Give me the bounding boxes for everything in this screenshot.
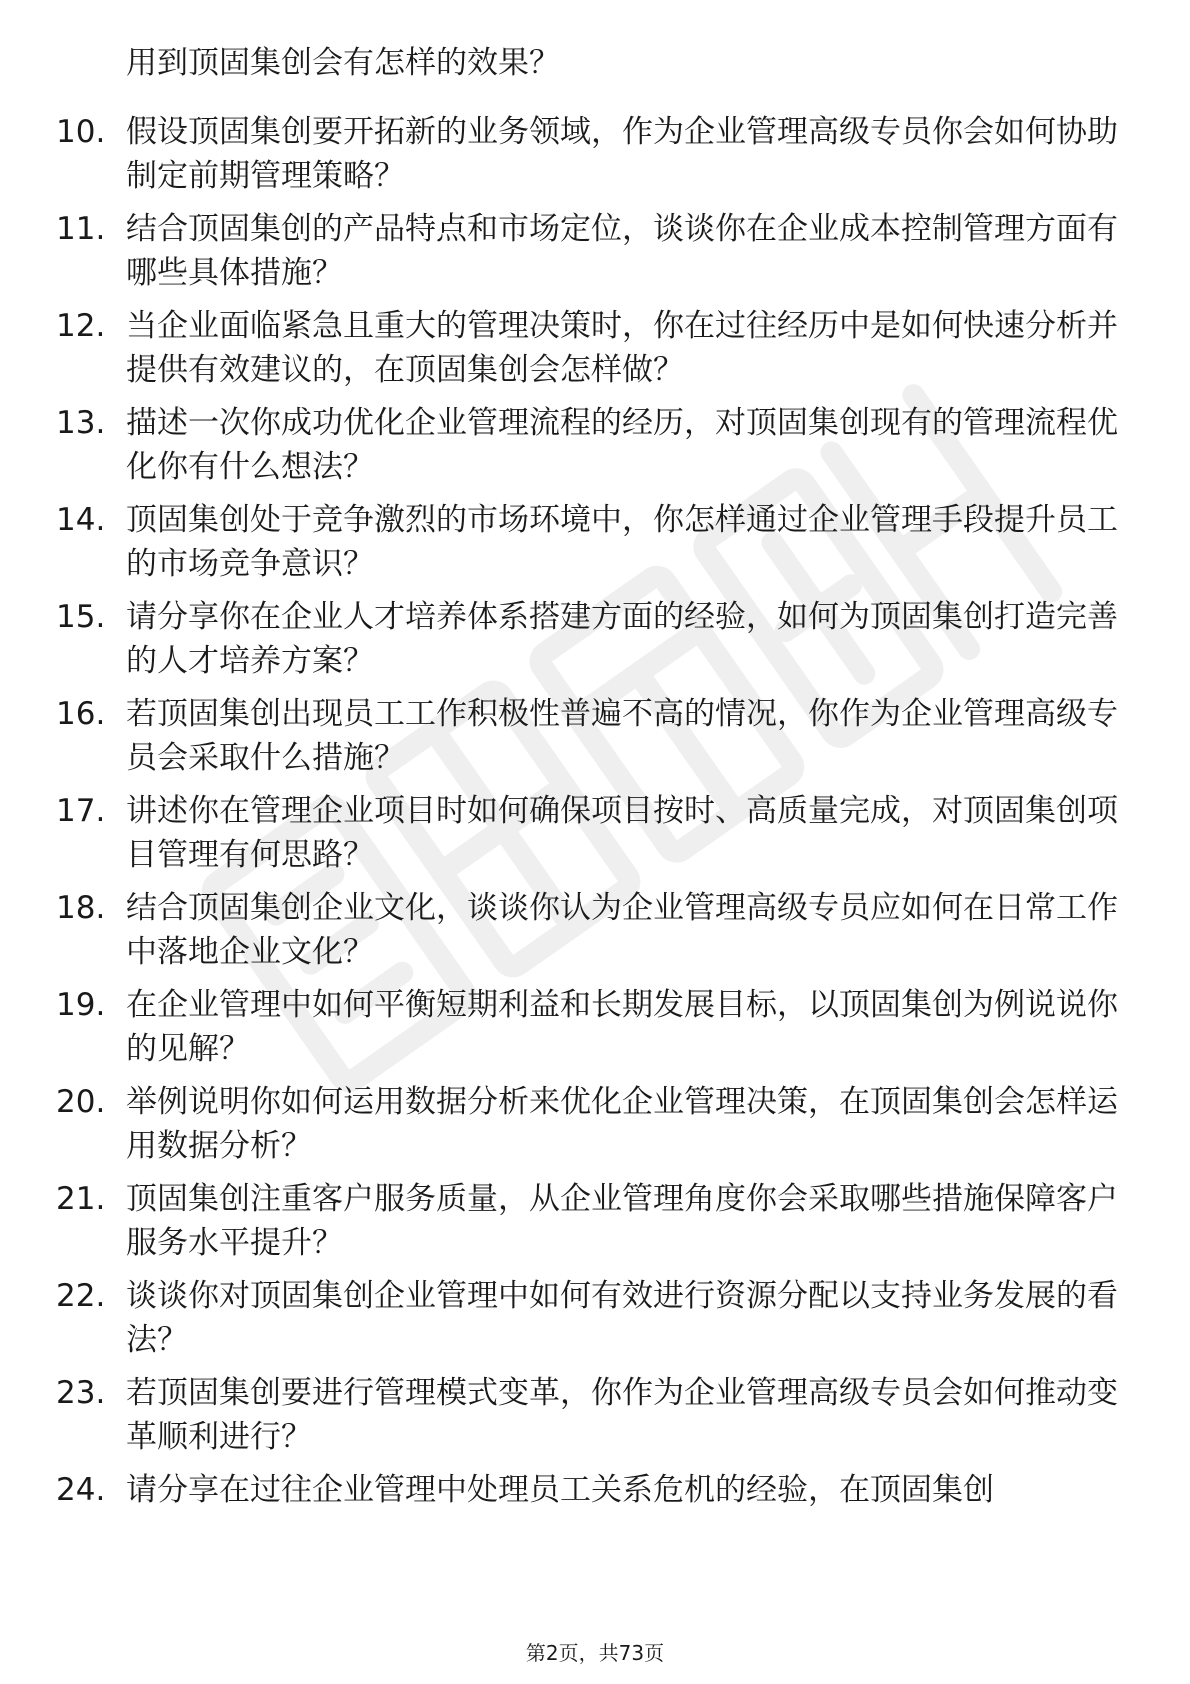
question-text: 在企业管理中如何平衡短期利益和长期发展目标，以顶固集创为例说说你的见解？	[126, 987, 1118, 1067]
question-item	[0, 401, 1190, 498]
question-item	[0, 207, 1190, 304]
question-text: 结合顶固集创企业文化，谈谈你认为企业管理高级专员应如何在日常工作中落地企业文化？	[126, 890, 1118, 970]
question-text: 请分享你在企业人才培养体系搭建方面的经验，如何为顶固集创打造完善的人才培养方案？	[126, 599, 1118, 679]
continuation-text: 用到顶固集创会有怎样的效果？	[126, 45, 560, 81]
question-text: 讲述你在管理企业项目时如何确保项目按时、高质量完成，对顶固集创项目管理有何思路？	[126, 793, 1118, 873]
question-item	[0, 692, 1190, 789]
question-item	[0, 1080, 1190, 1177]
question-item	[0, 1371, 1190, 1468]
question-number: 17.	[56, 793, 106, 829]
question-item	[0, 983, 1190, 1080]
question-item	[0, 789, 1190, 886]
question-item	[0, 595, 1190, 692]
question-item	[0, 1274, 1190, 1371]
question-number: 22.	[56, 1278, 106, 1314]
question-text: 举例说明你如何运用数据分析来优化企业管理决策，在顶固集创会怎样运用数据分析？	[126, 1084, 1118, 1164]
question-text: 当企业面临紧急且重大的管理决策时，你在过往经历中是如何快速分析并提供有效建议的，在顶固集创会怎样做？	[126, 308, 1118, 388]
question-text: 顶固集创处于竞争激烈的市场环境中，你怎样通过企业管理手段提升员工的市场竞争意识？	[126, 502, 1118, 582]
question-number: 18.	[56, 890, 106, 926]
question-item	[0, 304, 1190, 401]
question-number: 11.	[56, 211, 106, 247]
question-number: 23.	[56, 1375, 106, 1411]
question-number: 13.	[56, 405, 106, 441]
question-item	[0, 886, 1190, 983]
question-number: 21.	[56, 1181, 106, 1217]
question-list	[0, 110, 1190, 1565]
question-text: 若顶固集创要进行管理模式变革，你作为企业管理高级专员会如何推动变革顺利进行？	[126, 1375, 1118, 1455]
question-item	[0, 110, 1190, 207]
question-item	[0, 498, 1190, 595]
question-text: 描述一次你成功优化企业管理流程的经历，对顶固集创现有的管理流程优化你有什么想法？	[126, 405, 1118, 485]
question-text: 若顶固集创出现员工工作积极性普遍不高的情况，你作为企业管理高级专员会采取什么措施？	[126, 696, 1118, 776]
question-number: 15.	[56, 599, 106, 635]
question-text: 假设顶固集创要开拓新的业务领域，作为企业管理高级专员你会如何协助制定前期管理策略？	[126, 114, 1118, 194]
question-number: 20.	[56, 1084, 106, 1120]
question-number: 14.	[56, 502, 106, 538]
page-footer: 第2页，共73页	[525, 1641, 665, 1665]
question-number: 24.	[56, 1472, 106, 1508]
question-number: 16.	[56, 696, 106, 732]
question-text: 结合顶固集创的产品特点和市场定位，谈谈你在企业成本控制管理方面有哪些具体措施？	[126, 211, 1118, 291]
question-item	[0, 1177, 1190, 1274]
question-text: 请分享在过往企业管理中处理员工关系危机的经验，在顶固集创	[126, 1472, 994, 1508]
question-item	[0, 1468, 1190, 1565]
question-text: 谈谈你对顶固集创企业管理中如何有效进行资源分配以支持业务发展的看法？	[126, 1278, 1118, 1358]
question-number: 10.	[56, 114, 106, 150]
question-number: 19.	[56, 987, 106, 1023]
question-number: 12.	[56, 308, 106, 344]
question-text: 顶固集创注重客户服务质量，从企业管理角度你会采取哪些措施保障客户服务水平提升？	[126, 1181, 1118, 1261]
